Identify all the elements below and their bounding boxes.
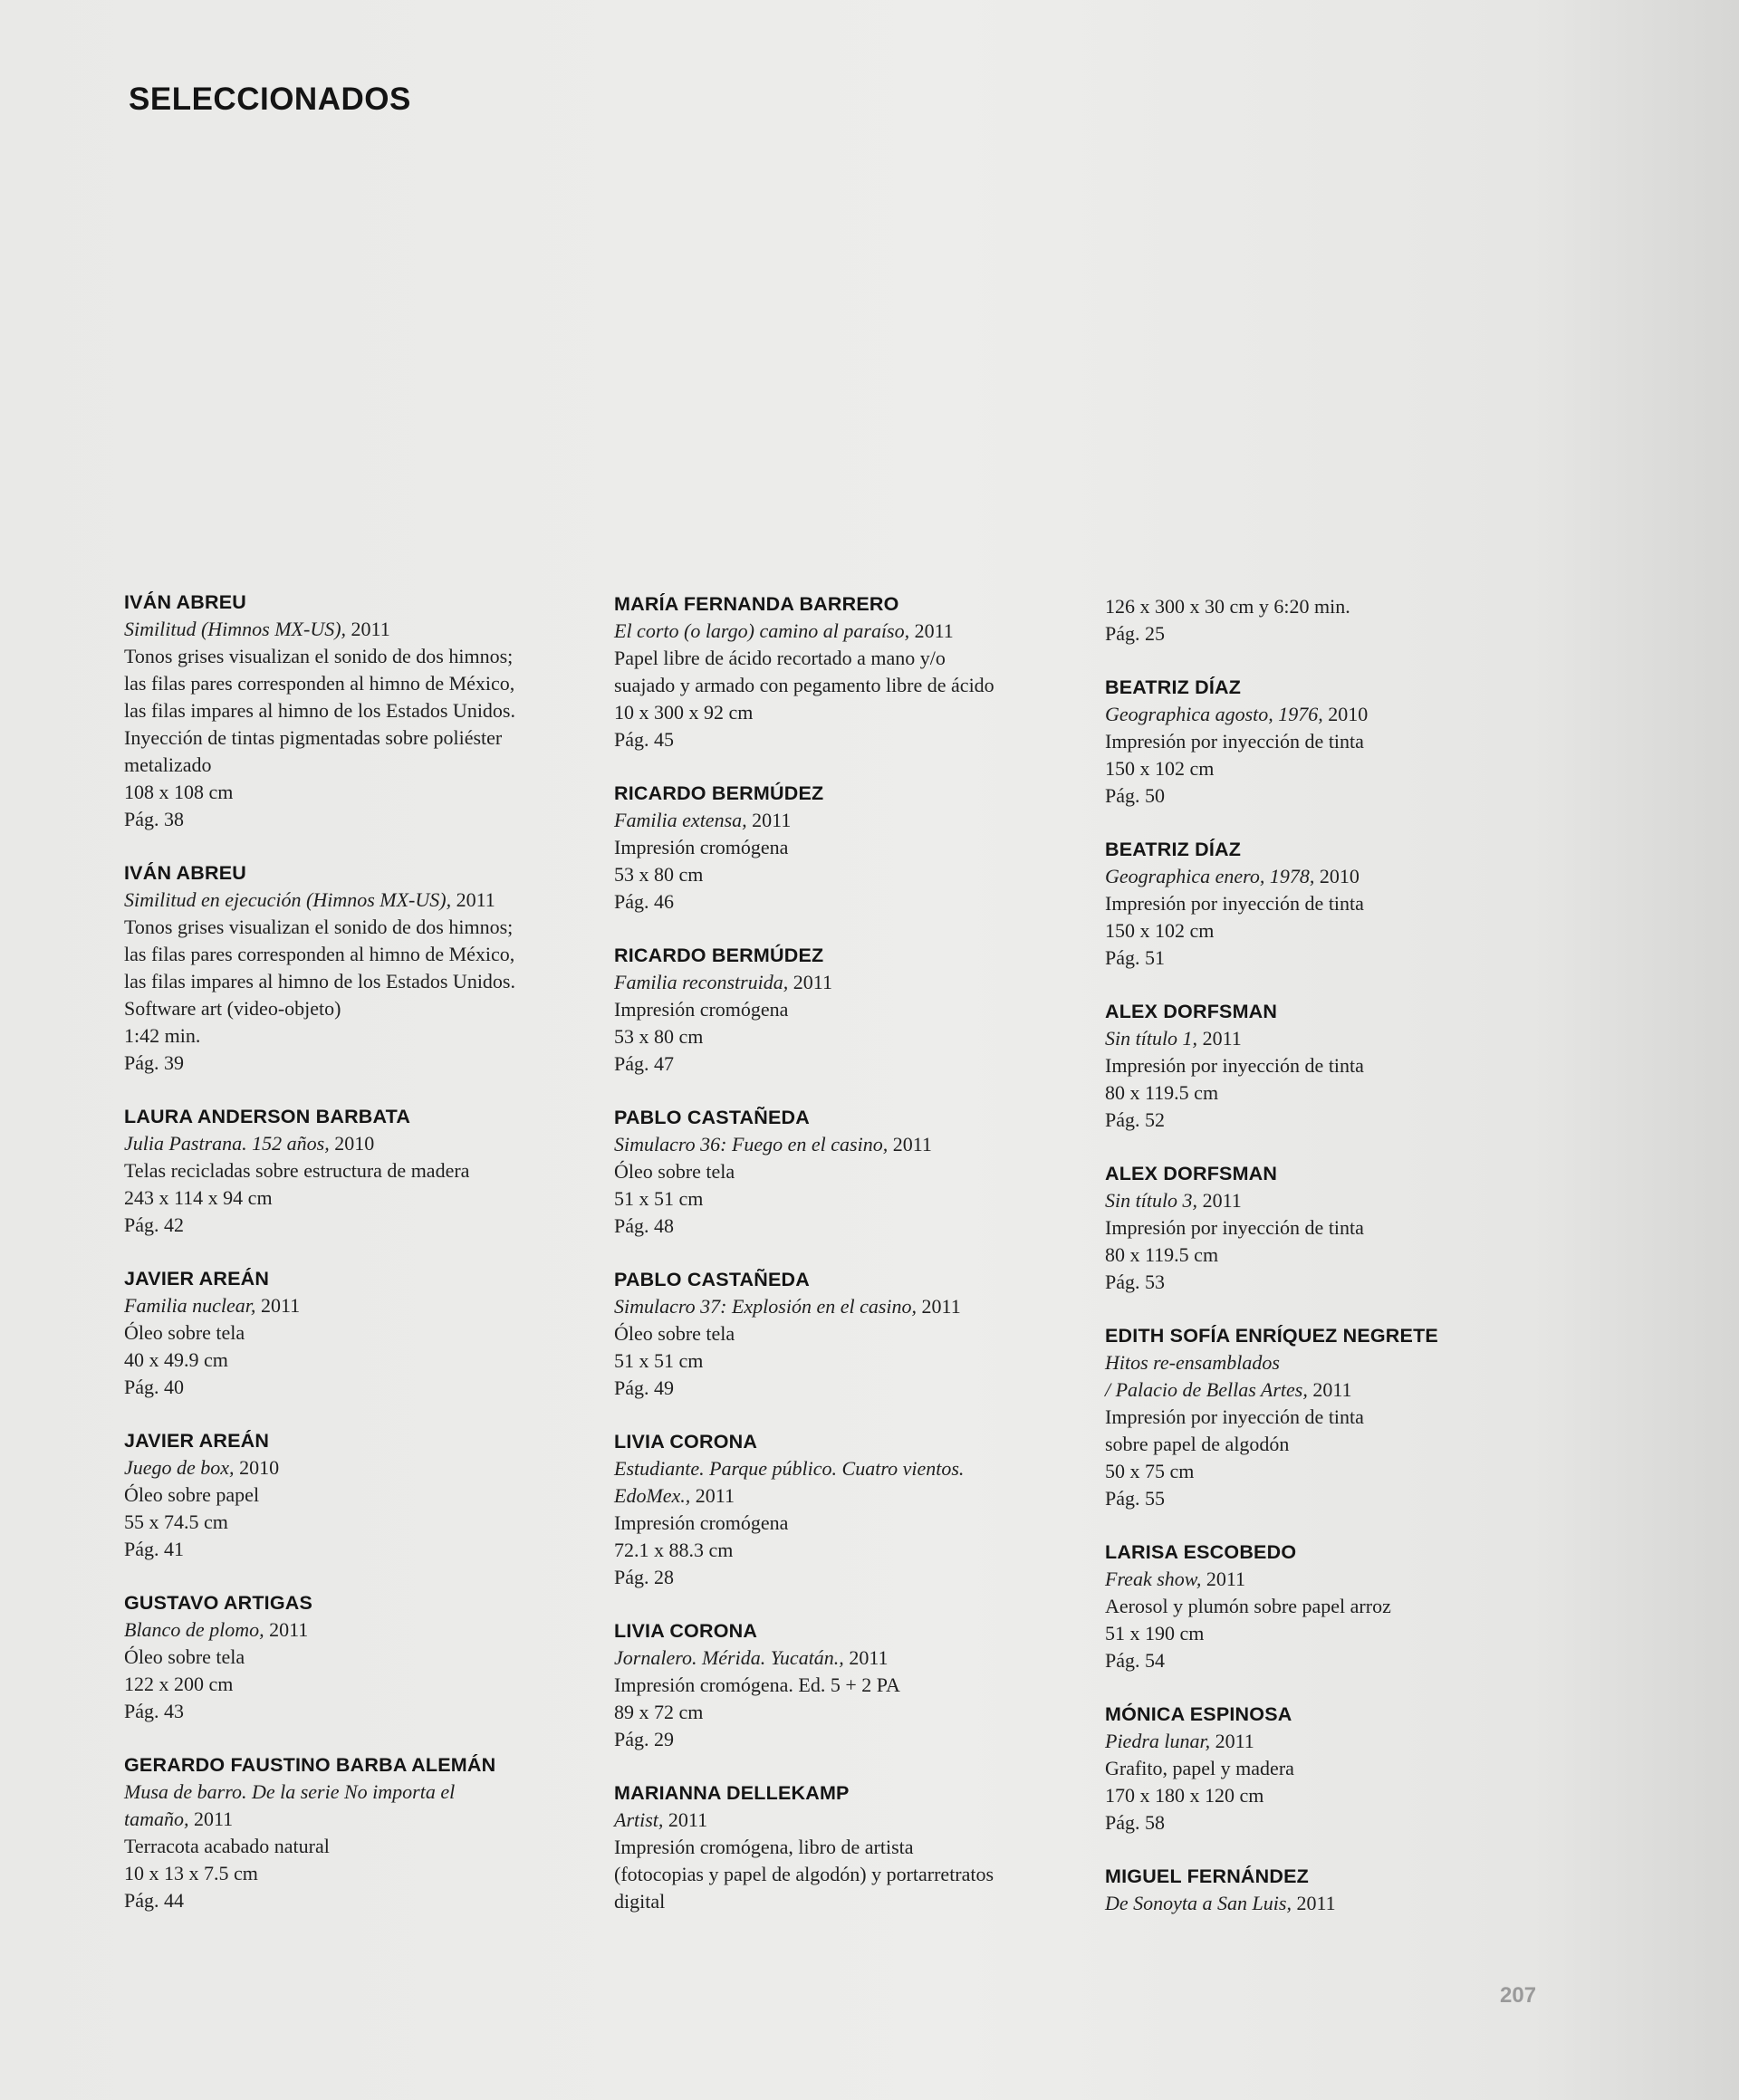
artist-name: BEATRIZ DÍAZ xyxy=(1105,676,1242,698)
artwork-detail: Óleo sobre tela xyxy=(124,1645,245,1668)
artwork-year: 2011 xyxy=(456,888,495,911)
artwork-detail: Impresión por inyección de tinta xyxy=(1105,1054,1364,1077)
artwork-year: 2011 xyxy=(1202,1027,1242,1050)
artwork-year: 2011 xyxy=(1206,1568,1246,1590)
column-3 xyxy=(1105,593,1576,1943)
artwork-year: 2011 xyxy=(260,1294,301,1317)
artwork-title: Juego de box, xyxy=(124,1456,235,1479)
artwork-year: 2010 xyxy=(1328,703,1369,725)
artwork-detail: las filas impares al himno de los Estados Unidos. xyxy=(124,699,515,722)
artwork-title: Geographica enero, 1978, xyxy=(1105,865,1315,887)
artwork-detail: Pág. 43 xyxy=(124,1700,184,1722)
artwork-year: 2011 xyxy=(892,1133,932,1155)
catalog-entry xyxy=(1105,674,1576,810)
artwork-title-line xyxy=(614,1455,1085,1482)
artwork-title-line xyxy=(124,616,595,643)
artist-name: LIVIA CORONA xyxy=(614,1431,758,1453)
artist-name: LAURA ANDERSON BARBATA xyxy=(124,1106,411,1127)
artwork-detail: Pág. 54 xyxy=(1105,1649,1165,1672)
artwork-title: El corto (o largo) camino al paraíso, xyxy=(614,619,910,642)
artwork-year: 2011 xyxy=(269,1618,309,1641)
artwork-detail: Telas recicladas sobre estructura de madera xyxy=(124,1159,470,1182)
artwork-detail: Grafito, papel y madera xyxy=(1105,1757,1294,1779)
artwork-title-line xyxy=(124,1616,595,1644)
artwork-detail: (fotocopias y papel de algodón) y portarretratos xyxy=(614,1863,994,1885)
artwork-year: 2010 xyxy=(1319,865,1359,887)
artwork-title: Sin título 1, xyxy=(1105,1027,1198,1050)
artwork-title-line xyxy=(124,1779,595,1806)
artwork-detail: Pág. 45 xyxy=(614,728,674,751)
artist-name: ALEX DORFSMAN xyxy=(1105,1163,1278,1184)
artwork-detail: Pág. 53 xyxy=(1105,1271,1165,1293)
artwork-detail: Impresión por inyección de tinta xyxy=(1105,892,1364,915)
artwork-detail: Impresión cromógena, libro de artista xyxy=(614,1836,914,1858)
artwork-title-line xyxy=(614,969,1085,996)
artwork-title: Familia reconstruida, xyxy=(614,971,789,993)
artwork-detail: Impresión cromógena. Ed. 5 + 2 PA xyxy=(614,1673,900,1696)
artwork-year: 2010 xyxy=(334,1132,375,1155)
artist-name: RICARDO BERMÚDEZ xyxy=(614,945,824,966)
artwork-title-line xyxy=(124,1292,595,1319)
artwork-year: 2011 xyxy=(194,1808,234,1830)
artist-name: IVÁN ABREU xyxy=(124,862,246,884)
artwork-detail: 243 x 114 x 94 cm xyxy=(124,1186,273,1209)
artwork-year: 2011 xyxy=(695,1484,735,1507)
artwork-title-line xyxy=(124,1454,595,1482)
artwork-detail: 10 x 13 x 7.5 cm xyxy=(124,1862,258,1884)
catalog-entry xyxy=(124,1265,595,1401)
artist-name: MARIANNA DELLEKAMP xyxy=(614,1782,850,1804)
page-heading: SELECCIONADOS xyxy=(129,82,411,117)
catalog-entry xyxy=(1105,998,1576,1134)
artwork-title: Estudiante. Parque público. Cuatro vientos. xyxy=(614,1457,965,1480)
artwork-detail: digital xyxy=(614,1890,666,1913)
artist-name: JAVIER AREÁN xyxy=(124,1430,270,1452)
artwork-title-line xyxy=(124,1130,595,1157)
artwork-detail: 51 x 51 cm xyxy=(614,1187,704,1210)
column-1 xyxy=(124,589,595,1941)
artwork-detail: sobre papel de algodón xyxy=(1105,1433,1290,1455)
catalog-entry xyxy=(614,1428,1085,1591)
artwork-detail: Pág. 55 xyxy=(1105,1487,1165,1510)
artwork-title-line xyxy=(614,1482,1085,1510)
artwork-detail: 53 x 80 cm xyxy=(614,1025,704,1048)
artwork-detail: 55 x 74.5 cm xyxy=(124,1510,228,1533)
artwork-detail: Terracota acabado natural xyxy=(124,1835,330,1857)
catalog-entry xyxy=(1105,1863,1576,1917)
artist-name: GERARDO FAUSTINO BARBA ALEMÁN xyxy=(124,1754,496,1776)
catalog-entry xyxy=(124,589,595,833)
artwork-title-line xyxy=(614,807,1085,834)
artwork-year: 2011 xyxy=(1202,1189,1242,1212)
catalog-entry xyxy=(1105,1322,1576,1512)
artwork-title: Simulacro 37: Explosión en el casino, xyxy=(614,1295,918,1318)
catalog-entry xyxy=(124,1751,595,1914)
artwork-detail: Óleo sobre papel xyxy=(124,1483,260,1506)
page-number: 207 xyxy=(1500,1983,1537,2008)
artwork-detail: Software art (video-objeto) xyxy=(124,997,341,1020)
artwork-detail: 10 x 300 x 92 cm xyxy=(614,701,754,724)
artwork-detail: las filas pares corresponden al himno de México, xyxy=(124,943,515,965)
catalog-entry xyxy=(614,1779,1085,1915)
artwork-detail: 150 x 102 cm xyxy=(1105,757,1215,780)
artist-name: MIGUEL FERNÁNDEZ xyxy=(1105,1865,1309,1887)
catalog-entry xyxy=(614,1266,1085,1402)
artwork-detail: Pág. 49 xyxy=(614,1376,674,1399)
artwork-title-line xyxy=(1105,1376,1576,1404)
artist-name: EDITH SOFÍA ENRÍQUEZ NEGRETE xyxy=(1105,1325,1438,1347)
artwork-detail: Inyección de tintas pigmentadas sobre poliéster xyxy=(124,726,503,749)
artwork-title: Jornalero. Mérida. Yucatán., xyxy=(614,1646,844,1669)
artwork-detail: metalizado xyxy=(124,753,212,776)
catalog-entry xyxy=(124,1589,595,1725)
artwork-detail: 80 x 119.5 cm xyxy=(1105,1243,1219,1266)
artwork-detail: 122 x 200 cm xyxy=(124,1673,234,1695)
catalog-entry xyxy=(614,590,1085,753)
artist-name: BEATRIZ DÍAZ xyxy=(1105,839,1242,860)
artwork-detail: Pág. 52 xyxy=(1105,1108,1165,1131)
artwork-title-continued: EdoMex., xyxy=(614,1484,691,1507)
catalog-entry xyxy=(124,1427,595,1563)
artwork-detail: Impresión por inyección de tinta xyxy=(1105,1216,1364,1239)
artist-name: MÓNICA ESPINOSA xyxy=(1105,1703,1292,1725)
artist-name: IVÁN ABREU xyxy=(124,591,246,613)
catalog-entry xyxy=(1105,836,1576,972)
artwork-title: Blanco de plomo, xyxy=(124,1618,264,1641)
artwork-detail: 126 x 300 x 30 cm y 6:20 min. xyxy=(1105,595,1350,618)
artwork-detail: Impresión por inyección de tinta xyxy=(1105,730,1364,753)
artwork-title-line xyxy=(1105,1025,1576,1052)
artwork-detail: Tonos grises visualizan el sonido de dos himnos; xyxy=(124,916,514,938)
artwork-year: 2011 xyxy=(351,618,390,640)
artwork-title-line xyxy=(124,887,595,914)
artwork-detail: 80 x 119.5 cm xyxy=(1105,1081,1219,1104)
artwork-title: Artist, xyxy=(614,1808,664,1831)
artwork-detail: Pág. 48 xyxy=(614,1214,674,1237)
artwork-year: 2011 xyxy=(1296,1892,1336,1914)
artist-name: RICARDO BERMÚDEZ xyxy=(614,782,824,804)
artwork-title-line xyxy=(1105,1890,1576,1917)
catalog-entry xyxy=(614,1617,1085,1753)
artwork-detail: las filas impares al himno de los Estados Unidos. xyxy=(124,970,515,992)
artwork-year: 2011 xyxy=(921,1295,961,1318)
artist-name: ALEX DORFSMAN xyxy=(1105,1001,1278,1022)
artwork-title: Familia nuclear, xyxy=(124,1294,256,1317)
artwork-detail: 108 x 108 cm xyxy=(124,781,234,803)
artist-name: LARISA ESCOBEDO xyxy=(1105,1541,1297,1563)
artwork-detail: Pág. 51 xyxy=(1105,946,1165,969)
artwork-detail: Pág. 39 xyxy=(124,1051,184,1074)
artwork-detail: Impresión cromógena xyxy=(614,998,789,1021)
artwork-detail: Pág. 46 xyxy=(614,890,674,913)
artwork-detail: Impresión cromógena xyxy=(614,836,789,858)
artwork-detail: Óleo sobre tela xyxy=(124,1321,245,1344)
artwork-detail: Impresión cromógena xyxy=(614,1511,789,1534)
artwork-detail: Tonos grises visualizan el sonido de dos himnos; xyxy=(124,645,514,667)
artwork-title: De Sonoyta a San Luis, xyxy=(1105,1892,1292,1914)
artwork-detail: Pág. 47 xyxy=(614,1052,674,1075)
artwork-title: Simulacro 36: Fuego en el casino, xyxy=(614,1133,889,1155)
artwork-title-line xyxy=(1105,1728,1576,1755)
artwork-title: Familia extensa, xyxy=(614,809,747,831)
artwork-title-continued: tamaño, xyxy=(124,1808,189,1830)
artwork-title-line xyxy=(124,1806,595,1833)
artwork-title: Similitud (Himnos MX-US), xyxy=(124,618,347,640)
artwork-title-line xyxy=(614,1807,1085,1834)
artwork-detail: Pág. 42 xyxy=(124,1213,184,1236)
artwork-detail: Pág. 40 xyxy=(124,1376,184,1398)
artwork-title-continued: / Palacio de Bellas Artes, xyxy=(1105,1378,1308,1401)
artwork-detail: 51 x 190 cm xyxy=(1105,1622,1205,1645)
artwork-detail: 72.1 x 88.3 cm xyxy=(614,1539,734,1561)
artwork-title: Sin título 3, xyxy=(1105,1189,1198,1212)
column-2 xyxy=(614,590,1085,1942)
artwork-title-line xyxy=(1105,1349,1576,1376)
artist-name: GUSTAVO ARTIGAS xyxy=(124,1592,313,1614)
catalog-entry xyxy=(1105,1539,1576,1674)
artwork-title-line xyxy=(614,618,1085,645)
artwork-year: 2011 xyxy=(1215,1730,1254,1752)
artwork-year: 2011 xyxy=(914,619,954,642)
artwork-title-line xyxy=(1105,863,1576,890)
artwork-title-line xyxy=(614,1131,1085,1158)
artwork-detail: 50 x 75 cm xyxy=(1105,1460,1195,1482)
artwork-detail: 170 x 180 x 120 cm xyxy=(1105,1784,1264,1807)
artist-name: PABLO CASTAÑEDA xyxy=(614,1269,811,1290)
artwork-title: Musa de barro. De la serie No importa el xyxy=(124,1780,456,1803)
artwork-detail: Pág. 58 xyxy=(1105,1811,1165,1834)
artist-name: JAVIER AREÁN xyxy=(124,1268,270,1290)
artwork-title-line xyxy=(1105,1566,1576,1593)
catalog-entry xyxy=(124,859,595,1077)
catalog-entry xyxy=(1105,1160,1576,1296)
catalog-entry xyxy=(614,780,1085,916)
artist-name: MARÍA FERNANDA BARRERO xyxy=(614,593,899,615)
artwork-title-line xyxy=(1105,701,1576,728)
artwork-detail: 150 x 102 cm xyxy=(1105,919,1215,942)
artwork-title: Similitud en ejecución (Himnos MX-US), xyxy=(124,888,452,911)
artwork-title: Julia Pastrana. 152 años, xyxy=(124,1132,330,1155)
artwork-detail: 53 x 80 cm xyxy=(614,863,704,886)
artwork-detail: Pág. 38 xyxy=(124,808,184,830)
catalog-entry xyxy=(614,942,1085,1078)
catalog-entry xyxy=(124,1103,595,1239)
artwork-year: 2010 xyxy=(239,1456,280,1479)
catalog-entry xyxy=(1105,593,1576,647)
artwork-detail: 89 x 72 cm xyxy=(614,1701,704,1723)
artwork-detail: Pág. 29 xyxy=(614,1728,674,1750)
artwork-year: 2011 xyxy=(793,971,832,993)
artwork-title-line xyxy=(1105,1187,1576,1214)
catalog-entry xyxy=(1105,1701,1576,1836)
artwork-detail: Pág. 44 xyxy=(124,1889,184,1912)
artist-name: LIVIA CORONA xyxy=(614,1620,758,1642)
catalog-entry xyxy=(614,1104,1085,1240)
artwork-year: 2011 xyxy=(752,809,792,831)
artwork-detail: Pág. 28 xyxy=(614,1566,674,1588)
artwork-detail: Óleo sobre tela xyxy=(614,1160,735,1183)
artwork-detail: Papel libre de ácido recortado a mano y/o xyxy=(614,647,946,669)
artwork-detail: Óleo sobre tela xyxy=(614,1322,735,1345)
artwork-detail: 40 x 49.9 cm xyxy=(124,1348,228,1371)
artwork-title: Geographica agosto, 1976, xyxy=(1105,703,1323,725)
artist-name: PABLO CASTAÑEDA xyxy=(614,1107,811,1128)
artwork-detail: Aerosol y plumón sobre papel arroz xyxy=(1105,1595,1391,1617)
artwork-detail: 51 x 51 cm xyxy=(614,1349,704,1372)
artwork-year: 2011 xyxy=(849,1646,889,1669)
artwork-detail: 1:42 min. xyxy=(124,1024,201,1047)
artwork-year: 2011 xyxy=(668,1808,708,1831)
artwork-detail: Pág. 50 xyxy=(1105,784,1165,807)
artwork-title: Piedra lunar, xyxy=(1105,1730,1211,1752)
artwork-detail: Pág. 25 xyxy=(1105,622,1165,645)
artwork-detail: Impresión por inyección de tinta xyxy=(1105,1405,1364,1428)
artwork-title: Hitos re-ensamblados xyxy=(1105,1351,1280,1374)
artwork-detail: las filas pares corresponden al himno de México, xyxy=(124,672,515,695)
artwork-year: 2011 xyxy=(1312,1378,1352,1401)
artwork-title-line xyxy=(614,1293,1085,1320)
artwork-title: Freak show, xyxy=(1105,1568,1202,1590)
artwork-detail: suajado y armado con pegamento libre de ácido xyxy=(614,674,994,696)
artwork-detail: Pág. 41 xyxy=(124,1538,184,1560)
artwork-title-line xyxy=(614,1645,1085,1672)
